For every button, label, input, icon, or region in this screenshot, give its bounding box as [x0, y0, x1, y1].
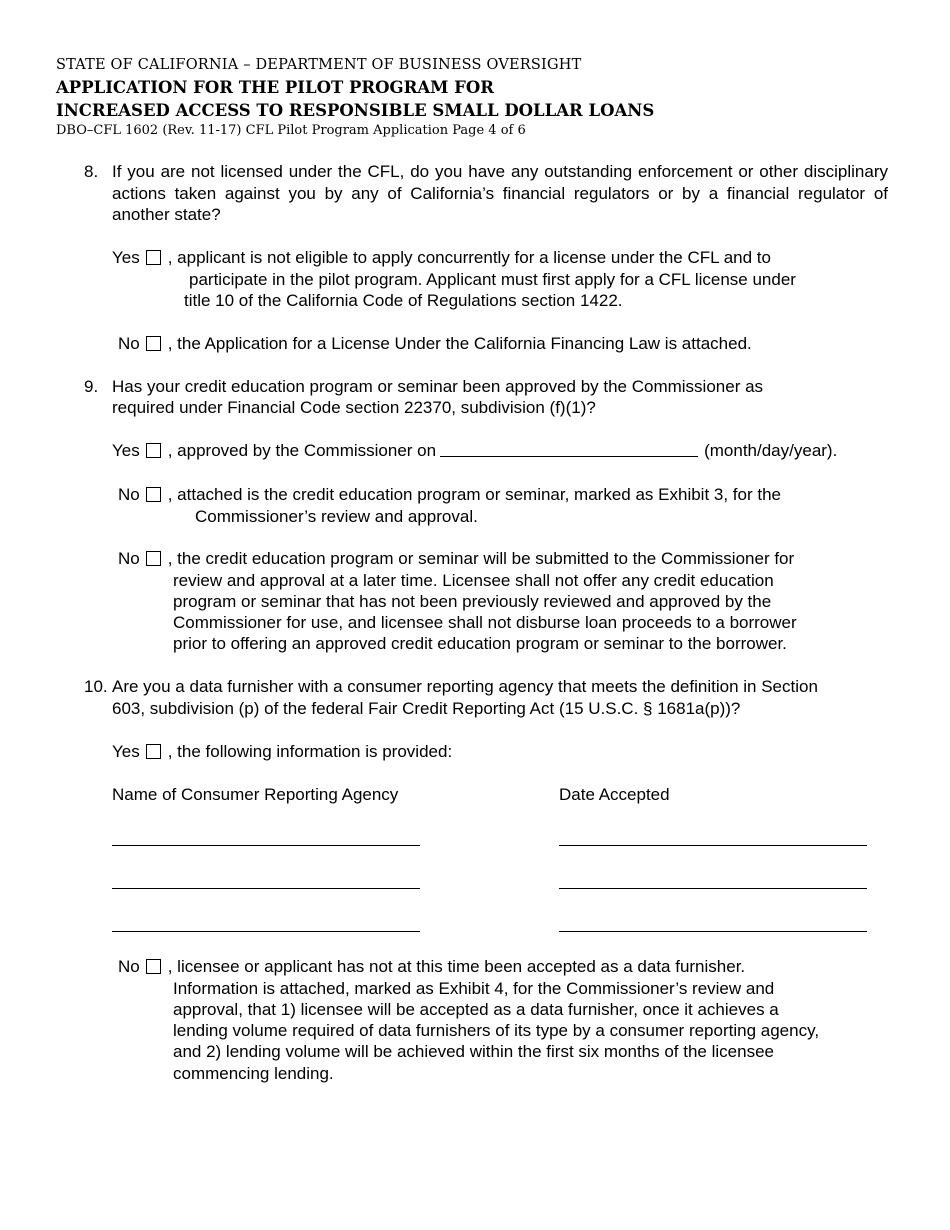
q9-number: 9. [84, 377, 99, 396]
q10-no-text-line-4: lending volume required of data furnishers of its type by a consumer reporting agency, [173, 1021, 820, 1040]
q10-no-label: No [118, 957, 140, 976]
q10-yes-text: , the following information is provided: [167, 742, 453, 761]
agency-header: STATE OF CALIFORNIA – DEPARTMENT OF BUSINESS OVERSIGHT [56, 57, 582, 73]
q9-no1-text-line-2: Commissioner’s review and approval. [195, 507, 478, 526]
q9-no2-text-line-2: review and approval at a later time. Licensee shall not offer any credit education [173, 571, 774, 590]
q9-no2-text-line-5: prior to offering an approved credit education program or seminar to the borrower. [173, 634, 787, 653]
date-accepted-column-header: Date Accepted [559, 785, 670, 804]
q9-no1-checkbox[interactable] [146, 487, 161, 502]
q8-number: 8. [84, 162, 99, 181]
form-title-line-1: APPLICATION FOR THE PILOT PROGRAM FOR [56, 78, 494, 97]
q8-no-checkbox[interactable] [146, 336, 161, 351]
q10-question-line-2: 603, subdivision (p) of the federal Fair Credit Reporting Act (15 U.S.C. § 1681a(p))? [112, 699, 741, 718]
q10-no-text-line-3: approval, that 1) licensee will be accepted as a data furnisher, once it achieves a [173, 1000, 779, 1019]
q9-no2-option [118, 548, 794, 570]
q10-yes-option [112, 741, 452, 763]
q9-no2-label: No [118, 549, 140, 568]
q8-no-label: No [118, 334, 140, 353]
q9-yes-text: , approved by the Commissioner on [167, 441, 437, 460]
q10-yes-checkbox[interactable] [146, 744, 161, 759]
q10-no-text-line-6: commencing lending. [173, 1064, 334, 1083]
agency-name-field-2[interactable] [112, 888, 420, 889]
q9-yes-date-format: (month/day/year). [704, 441, 838, 460]
q9-question-line-2: required under Financial Code section 22370, subdivision (f)(1)? [112, 398, 596, 417]
q9-yes-checkbox[interactable] [146, 443, 161, 458]
q9-yes-option [112, 440, 837, 462]
q10-question-line-1: Are you a data furnisher with a consumer reporting agency that meets the definition in Section [112, 677, 818, 696]
q8-no-text: , the Application for a License Under the California Financing Law is attached. [167, 334, 752, 353]
date-accepted-field-2[interactable] [559, 888, 867, 889]
agency-name-column-header: Name of Consumer Reporting Agency [112, 785, 399, 804]
q8-no-option [118, 333, 752, 355]
q8-yes-text-line-1: , applicant is not eligible to apply concurrently for a license under the CFL and to [167, 248, 771, 267]
q9-no2-text-line-4: Commissioner for use, and licensee shall not disburse loan proceeds to a borrower [173, 613, 797, 632]
date-accepted-field-3[interactable] [559, 931, 867, 932]
form-identifier: DBO–CFL 1602 (Rev. 11-17) CFL Pilot Program Application Page 4 of 6 [56, 123, 526, 138]
q8-yes-text-line-2: participate in the pilot program. Applicant must first apply for a CFL license under [189, 270, 796, 289]
approval-date-field[interactable] [440, 440, 698, 457]
agency-name-field-3[interactable] [112, 931, 420, 932]
date-accepted-field-1[interactable] [559, 845, 867, 846]
q8-yes-label: Yes [112, 248, 140, 267]
q9-no2-text-line-3: program or seminar that has not been previously reviewed and approved by the [173, 592, 772, 611]
agency-name-field-1[interactable] [112, 845, 420, 846]
q8-question-text: If you are not licensed under the CFL, do you have any outstanding enforcement or other disciplinary actions taken against you by any of California’s financial regulators or by a financial regulator of another state? [112, 162, 888, 224]
q9-yes-label: Yes [112, 441, 140, 460]
q10-yes-label: Yes [112, 742, 140, 761]
q10-no-text-line-1: , licensee or applicant has not at this time been accepted as a data furnisher. [167, 957, 746, 976]
q8-yes-text-line-3: title 10 of the California Code of Regulations section 1422. [184, 291, 623, 310]
q9-no2-checkbox[interactable] [146, 551, 161, 566]
q9-no1-text-line-1: , attached is the credit education program or seminar, marked as Exhibit 3, for the [167, 485, 781, 504]
q9-no1-option [118, 484, 781, 506]
q9-no2-text-line-1: , the credit education program or seminar will be submitted to the Commissioner for [167, 549, 795, 568]
q10-no-option [118, 956, 745, 978]
q9-question-line-1: Has your credit education program or seminar been approved by the Commissioner as [112, 377, 764, 396]
q10-no-checkbox[interactable] [146, 959, 161, 974]
q8-yes-option [112, 247, 771, 269]
q10-no-text-line-2: Information is attached, marked as Exhibit 4, for the Commissioner’s review and [173, 979, 775, 998]
q8-yes-checkbox[interactable] [146, 250, 161, 265]
form-title-line-2: INCREASED ACCESS TO RESPONSIBLE SMALL DOLLAR LOANS [56, 101, 655, 120]
q10-number: 10. [84, 677, 108, 696]
q9-no1-label: No [118, 485, 140, 504]
q10-no-text-line-5: and 2) lending volume will be achieved within the first six months of the licensee [173, 1042, 774, 1061]
